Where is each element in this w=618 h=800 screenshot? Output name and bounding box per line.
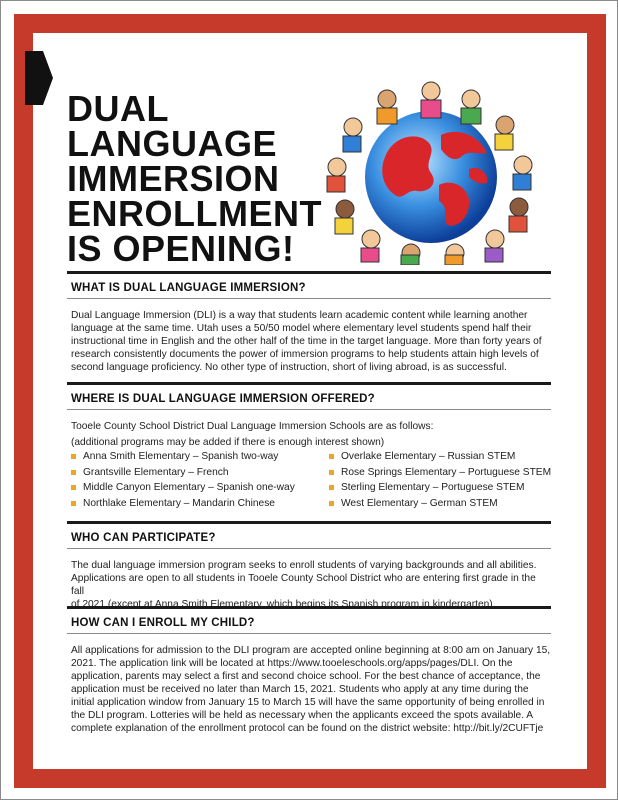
- school-list-item: Middle Canyon Elementary – Spanish one-way: [69, 480, 295, 496]
- section-heading-where: WHERE IS DUAL LANGUAGE IMMERSION OFFERED?: [67, 382, 551, 410]
- body-line: Applications are open to all students in Tooele County School District who are entering first grade in the fall: [71, 573, 536, 597]
- title-line: DUAL: [67, 88, 169, 129]
- section-heading-who: WHO CAN PARTICIPATE?: [67, 521, 551, 549]
- section-body-where: [71, 420, 551, 449]
- body-line: instructional time in English and the other half of the time in the target language. More than forty years of: [71, 336, 542, 347]
- school-list-item: Rose Springs Elementary – Portuguese STEM: [327, 465, 551, 481]
- body-line: 2021. The application link will be located at https://www.tooeleschools.org/apps/pages/DLI. On the: [71, 658, 513, 669]
- title-line: LANGUAGE: [67, 123, 277, 164]
- body-line: initial application window from January 15 to March 15 will have the same opportunity of being enrolled in: [71, 697, 545, 708]
- body-line: research consistently documents the power of immersion programs to help students attain high levels of: [71, 349, 539, 360]
- section-heading-what: WHAT IS DUAL LANGUAGE IMMERSION?: [67, 271, 551, 299]
- section-body-who: [71, 559, 551, 611]
- body-line: of 2021 (except at Anna Smith Elementary, which begins its Spanish program in kindergarten).: [71, 599, 496, 610]
- title-line: IMMERSION: [67, 158, 280, 199]
- school-list-item: Anna Smith Elementary – Spanish two-way: [69, 449, 295, 465]
- school-list-item: Overlake Elementary – Russian STEM: [327, 449, 551, 465]
- body-line: Dual Language Immersion (DLI) is a way that students learn academic content while learning another: [71, 310, 528, 321]
- globe-children-illustration: [319, 65, 547, 265]
- page-title: [67, 88, 327, 269]
- where-note: (additional programs may be added if there is enough interest shown): [71, 437, 385, 448]
- body-line: application, parents may select a first and second choice school. For the best chance of acceptance, the: [71, 671, 541, 682]
- school-list-item: Grantsville Elementary – French: [69, 465, 295, 481]
- body-line: application must be received no later than March 15, 2021. Students who apply at any time during the: [71, 684, 529, 695]
- school-list-item: Sterling Elementary – Portuguese STEM: [327, 480, 551, 496]
- school-list-item: Northlake Elementary – Mandarin Chinese: [69, 496, 295, 512]
- body-line: complete explanation of the enrollment protocol can be found on the district website: http://bit.ly/2CUFTje: [71, 723, 544, 734]
- body-line: The dual language immersion program seeks to enroll students of varying backgrounds and all abilities.: [71, 560, 537, 571]
- body-line: second language proficiency. No other type of instruction, short of living abroad, is as successful.: [71, 362, 507, 373]
- section-body-what: [71, 309, 551, 374]
- title-line: ENROLLMENT: [67, 193, 322, 234]
- title-line: IS OPENING!: [67, 228, 295, 269]
- school-list-left: [69, 449, 295, 511]
- section-body-how: [71, 644, 551, 735]
- where-intro: Tooele County School District Dual Language Immersion Schools are as follows:: [71, 421, 434, 432]
- school-list-item: West Elementary – German STEM: [327, 496, 551, 512]
- section-heading-how: HOW CAN I ENROLL MY CHILD?: [67, 606, 551, 634]
- body-line: language at the same time. Utah uses a 50/50 model where elementary level students spend half their: [71, 323, 532, 334]
- school-list-right: [327, 449, 551, 511]
- body-line: the DLI program. Lotteries will be held as necessary when the applicants exceed the spots available. A: [71, 710, 534, 721]
- body-line: All applications for admission to the DLI program are accepted online beginning at 8:00 am on January 15,: [71, 645, 551, 656]
